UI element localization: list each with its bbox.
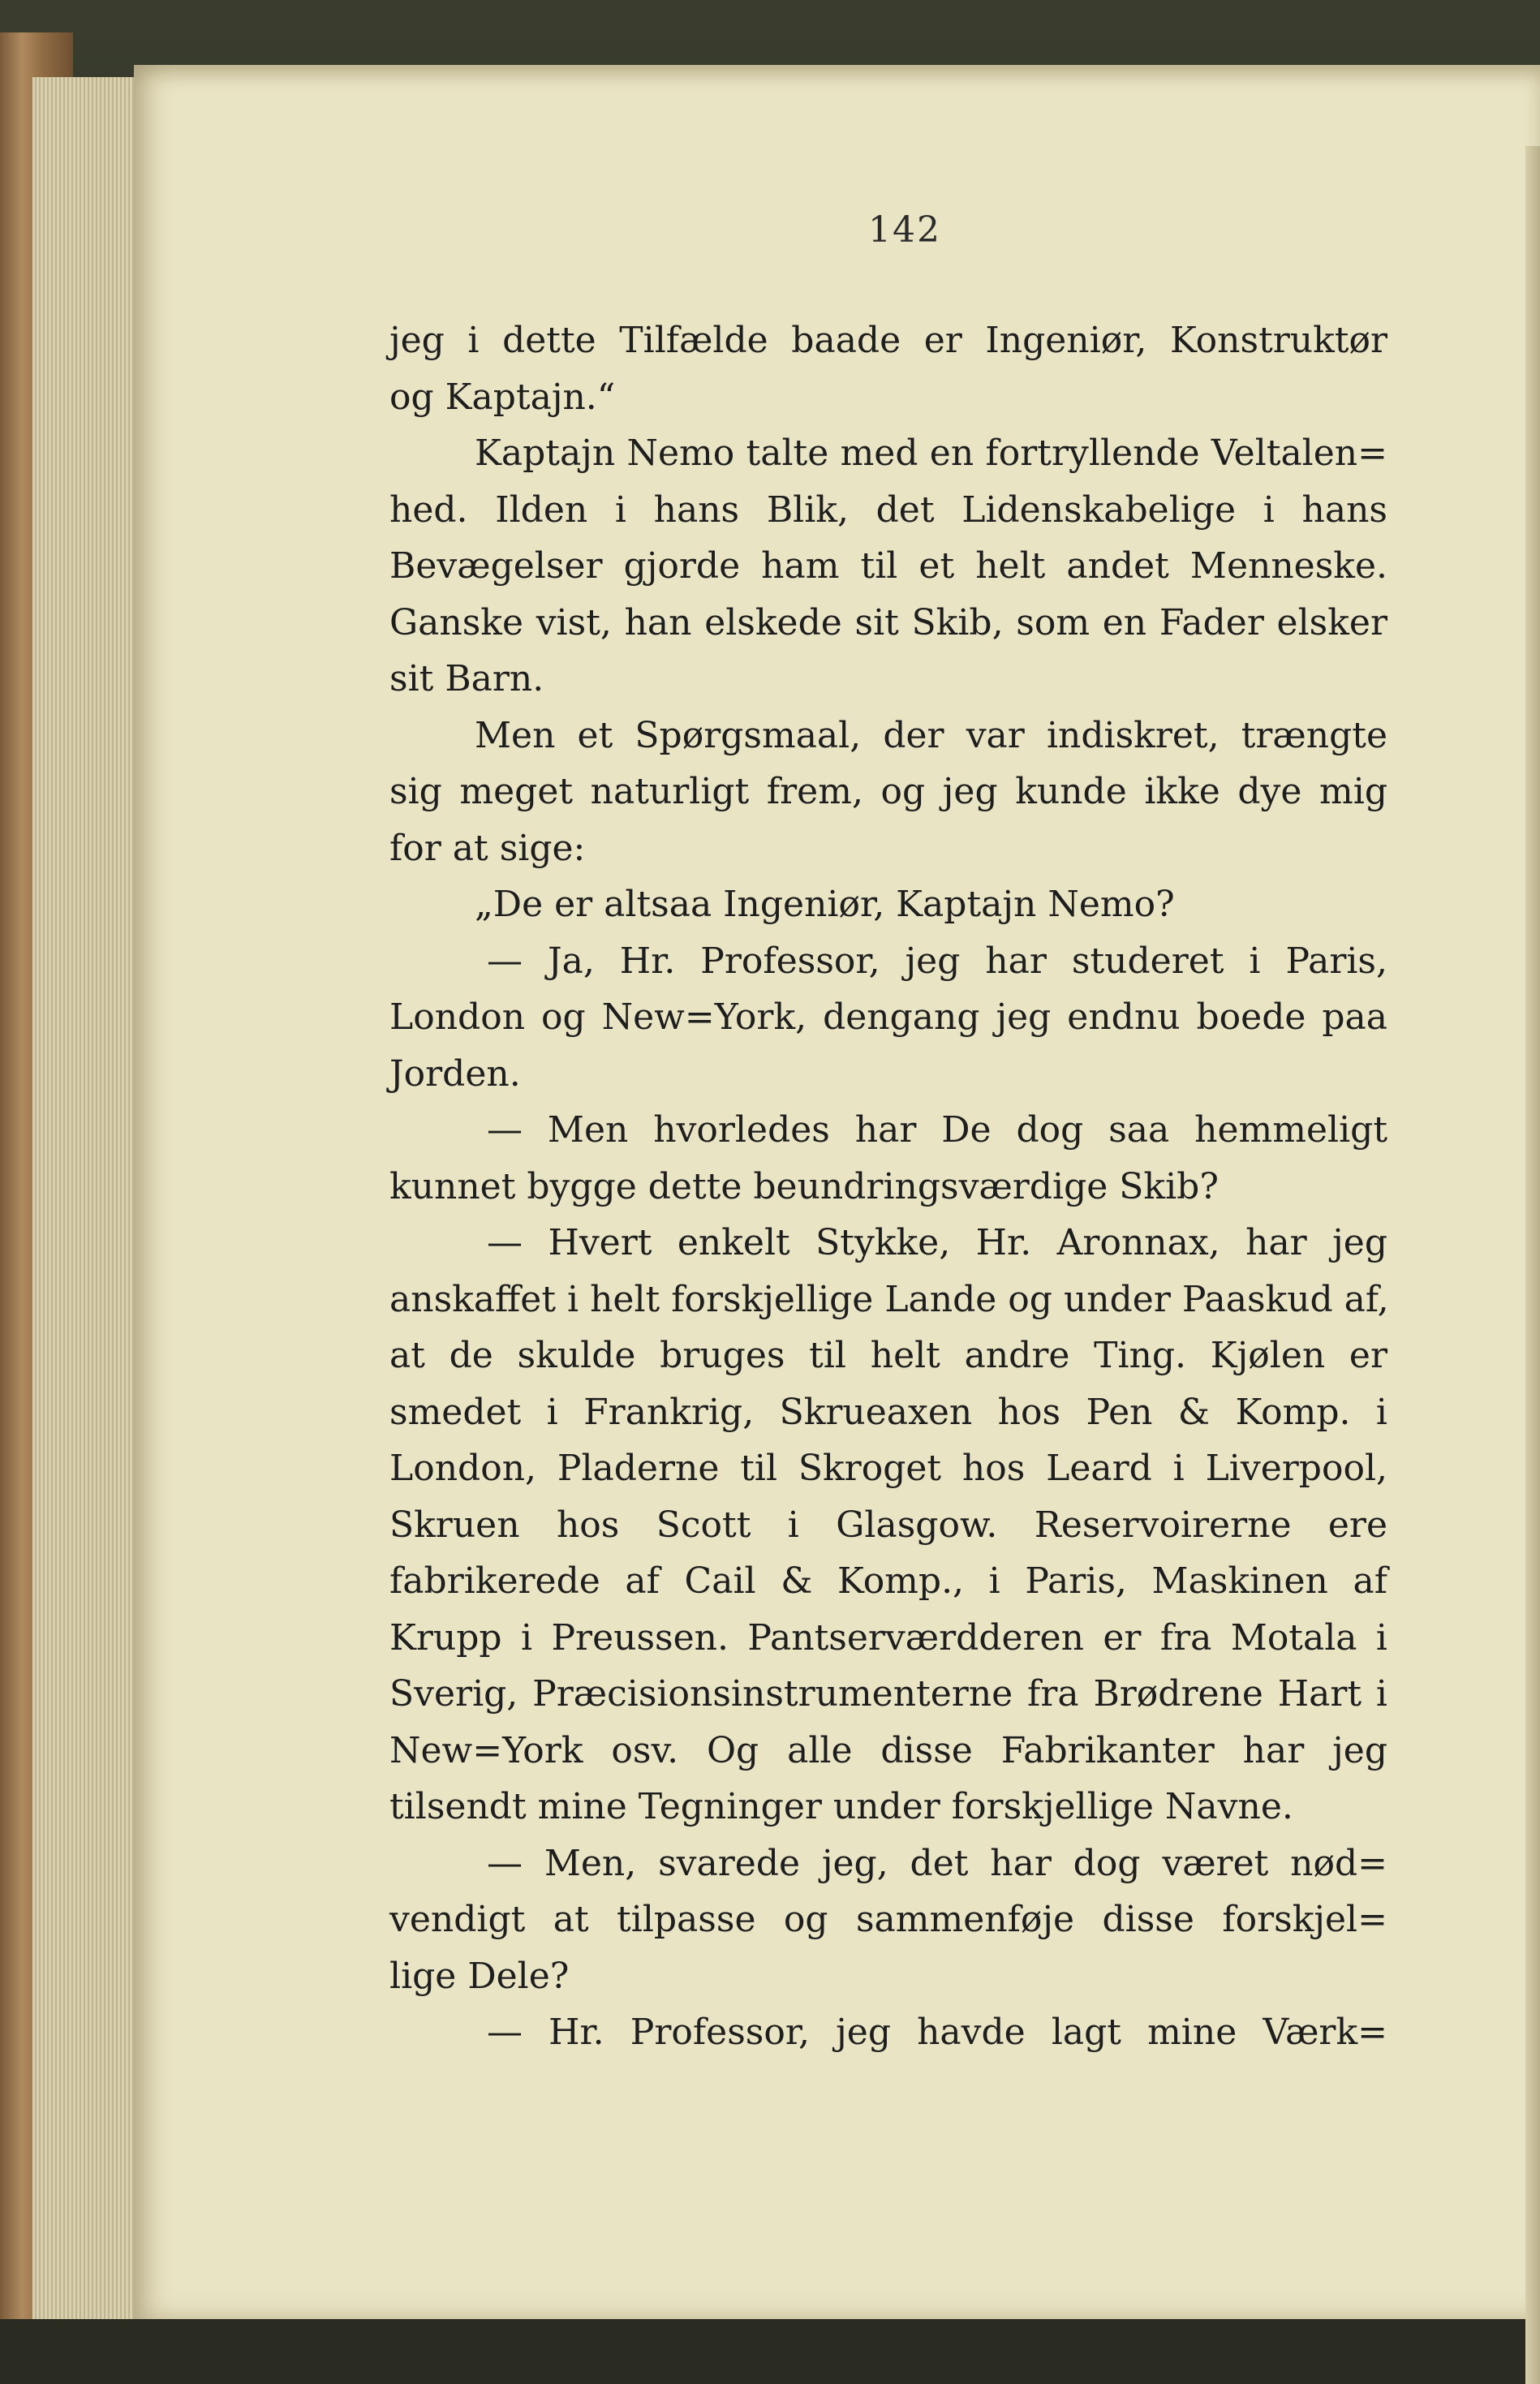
text-line: kunnet bygge dette beundringsværdige Skib? <box>389 1165 1219 1207</box>
text-line: Kaptajn Nemo talte med en fortryllende Veltalen= <box>475 432 1387 474</box>
text-line: — Men hvorledes har De dog saa hemmeligt <box>487 1109 1387 1151</box>
text-line: sit Barn. <box>389 658 544 699</box>
text-line: tilsendt mine Tegninger under forskjellige Navne. <box>389 1786 1293 1827</box>
text-line: fabrikerede af Cail & Komp., i Paris, Maskinen af <box>389 1560 1387 1602</box>
page-stack <box>32 77 146 2319</box>
text-line: at de skulde bruges til helt andre Ting. Kjølen er <box>389 1335 1387 1376</box>
text-line: jeg i dette Tilfælde baade er Ingeniør, Konstruktør <box>389 320 1387 361</box>
text-line: lige Dele? <box>389 1955 570 1997</box>
text-line: New=York osv. Og alle disse Fabrikanter har jeg <box>389 1729 1387 1771</box>
text-line: London, Pladerne til Skroget hos Leard i Liverpool, <box>389 1448 1387 1489</box>
text-line: Bevægelser gjorde ham til et helt andet Menneske. <box>389 545 1387 587</box>
text-line: „De er altsaa Ingeniør, Kaptajn Nemo? <box>475 884 1175 925</box>
text-line: Skruen hos Scott i Glasgow. Reservoirerne ere <box>389 1504 1387 1546</box>
text-line: sig meget naturligt frem, og jeg kunde ikke dye mig <box>389 771 1387 812</box>
text-line: — Ja, Hr. Professor, jeg har studeret i Paris, <box>487 940 1387 982</box>
text-line: vendigt at tilpasse og sammenføje disse forskjel= <box>389 1899 1387 1940</box>
text-line: og Kaptajn.“ <box>389 376 616 418</box>
text-line: Men et Spørgsmaal, der var indiskret, trængte <box>475 714 1387 756</box>
page-text <box>389 312 1387 2061</box>
text-line: — Men, svarede jeg, det har dog været nød= <box>487 1842 1387 1884</box>
text-line: Sverig, Præcisionsinstrumenterne fra Brødrene Hart i <box>389 1673 1387 1715</box>
text-line: Ganske vist, han elskede sit Skib, som en Fader elsker <box>389 601 1387 643</box>
text-line: Jorden. <box>389 1052 521 1095</box>
page-number: 142 <box>868 209 941 251</box>
text-line: Krupp i Preussen. Pantserværdderen er fra Motala i <box>389 1616 1387 1659</box>
text-line: anskaffet i helt forskjellige Lande og under Paaskud af, <box>389 1278 1389 1320</box>
page-right-edge <box>1525 146 1540 2384</box>
text-line: London og New=York, dengang jeg endnu boede paa <box>389 996 1387 1038</box>
text-line: — Hvert enkelt Stykke, Hr. Aronnax, har jeg <box>487 1222 1387 1263</box>
text-line: smedet i Frankrig, Skrueaxen hos Pen & Komp. i <box>389 1391 1387 1433</box>
text-line: for at sige: <box>389 827 586 869</box>
text-line: — Hr. Professor, jeg havde lagt mine Værk= <box>487 2012 1387 2053</box>
text-line: hed. Ilden i hans Blik, det Lidenskabelige i hans <box>389 488 1387 531</box>
